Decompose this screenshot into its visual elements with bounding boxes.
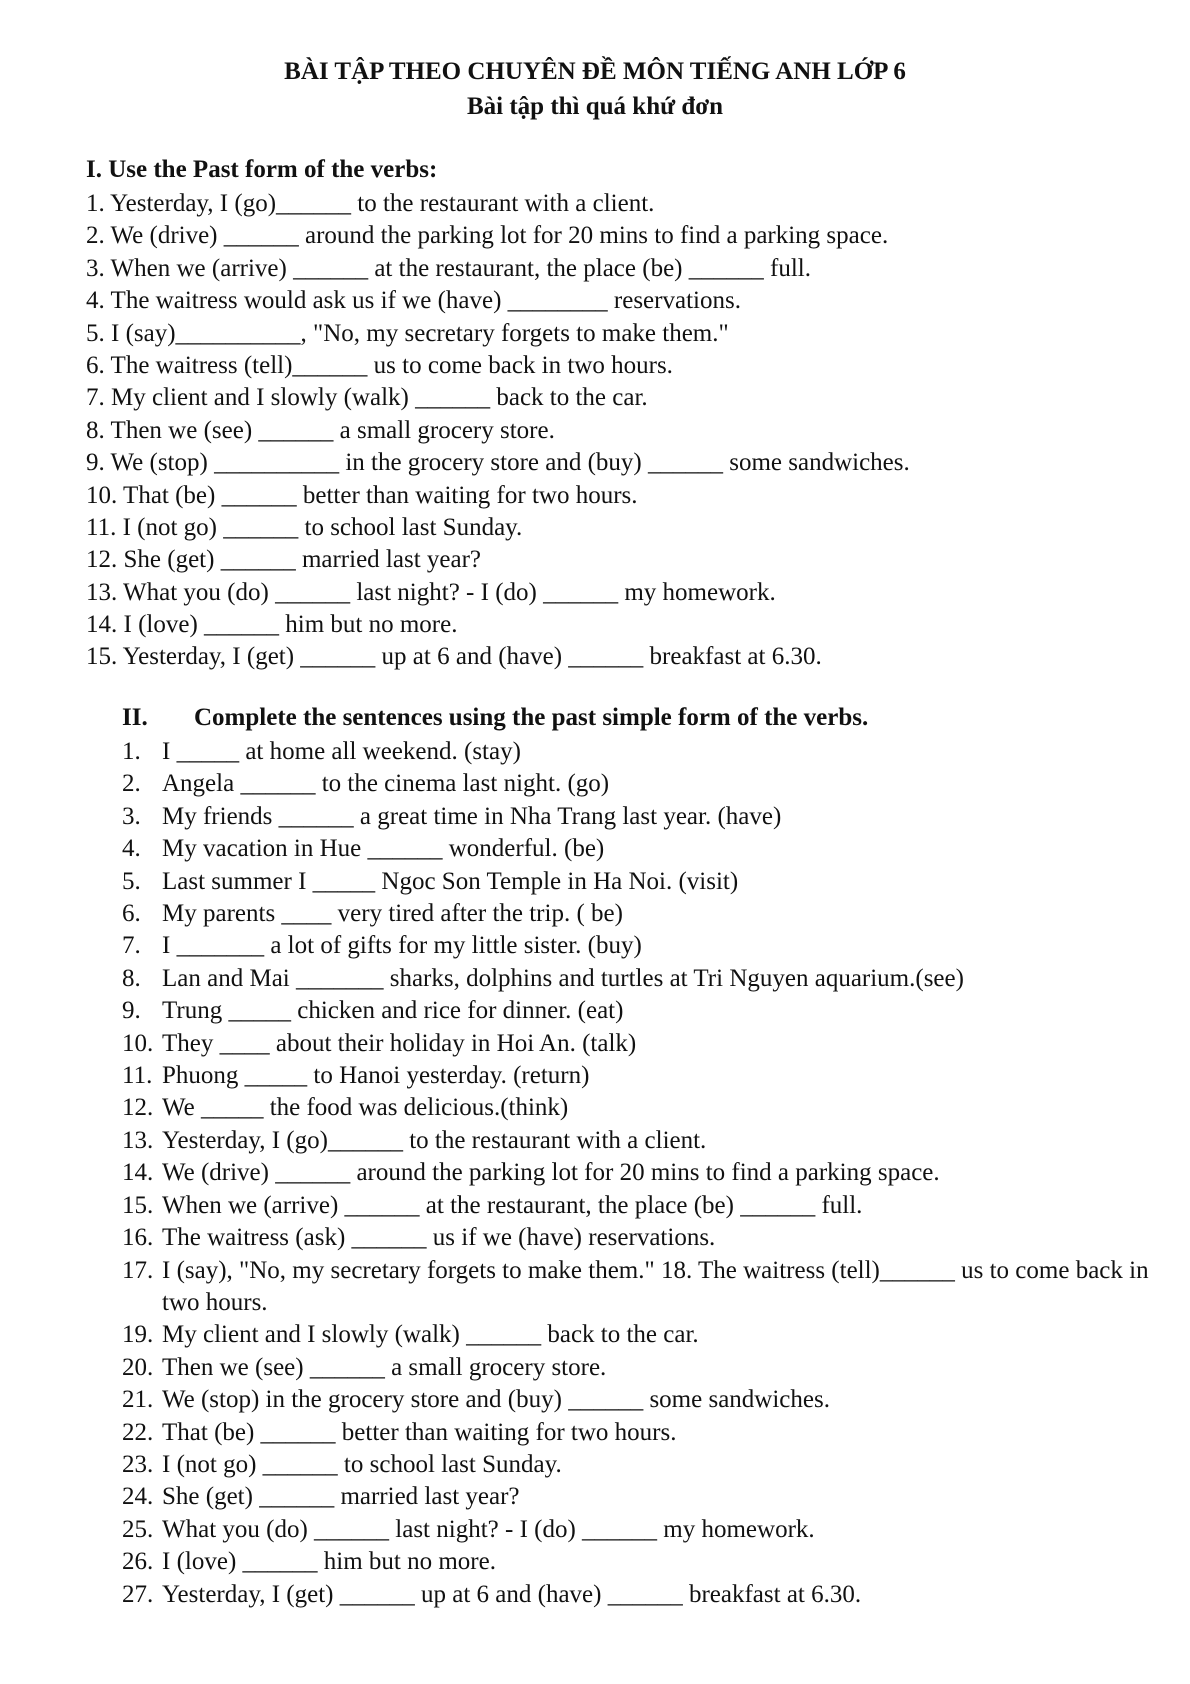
section-2-number: II. [122, 704, 148, 731]
exercise-item: 2. We (drive) ______ around the parking lot for 20 mins to find a parking space. [86, 222, 889, 250]
exercise-item [122, 1481, 1162, 1513]
exercise-item: 3. When we (arrive) ______ at the restaurant, the place (be) ______ full. [86, 254, 811, 282]
item-number: 14. [122, 1159, 154, 1187]
item-text: My vacation in Hue ______ wonderful. (be) [162, 835, 605, 863]
item-text: Yesterday, I (get) ______ up at 6 and (have) ______ breakfast at 6.30. [162, 1580, 862, 1608]
section-2-title: Complete the sentences using the past simple form of the verbs. [194, 704, 869, 731]
item-number: 11. [122, 1062, 153, 1090]
exercise-item [122, 1352, 1162, 1384]
exercise-item [122, 1060, 1162, 1092]
item-text: The waitress (ask) ______ us if we (have) reservations. [162, 1224, 716, 1252]
item-text: My client and I slowly (walk) ______ back to the car. [162, 1321, 699, 1349]
exercise-item: 9. We (stop) __________ in the grocery store and (buy) ______ some sandwiches. [86, 449, 910, 477]
exercise-item [122, 1384, 1162, 1416]
item-text: Trung _____ chicken and rice for dinner. (eat) [162, 997, 624, 1025]
item-text: I _____ at home all weekend. (stay) [162, 738, 521, 765]
exercise-item [122, 801, 1162, 833]
exercise-item: 15. Yesterday, I (get) ______ up at 6 and (have) ______ breakfast at 6.30. [86, 643, 822, 671]
item-number: 15. [122, 1191, 154, 1219]
exercise-item [122, 1579, 1162, 1611]
item-text: She (get) ______ married last year? [162, 1483, 520, 1511]
exercise-item [122, 866, 1162, 898]
exercise-item: 11. I (not go) ______ to school last Sunday. [86, 513, 523, 541]
item-text: Last summer I _____ Ngoc Son Temple in Ha Noi. (visit) [162, 867, 739, 895]
exercise-item [122, 1092, 1162, 1124]
exercise-item [122, 1125, 1162, 1157]
item-text: I _______ a lot of gifts for my little sister. (buy) [162, 932, 642, 960]
item-number: 25. [122, 1515, 154, 1543]
exercise-item: 12. She (get) ______ married last year? [86, 546, 482, 574]
exercise-item: 8. Then we (see) ______ a small grocery store. [86, 416, 555, 444]
exercise-item: 10. That (be) ______ better than waiting for two hours. [86, 481, 638, 509]
item-number: 2. [122, 770, 141, 798]
exercise-item [122, 995, 1162, 1027]
exercise-item [122, 768, 1162, 800]
exercise-item [122, 1222, 1162, 1254]
item-text: Then we (see) ______ a small grocery store. [162, 1353, 607, 1381]
item-number: 10. [122, 1029, 154, 1057]
item-number: 19. [122, 1321, 154, 1349]
exercise-item [122, 1028, 1162, 1060]
item-text: When we (arrive) ______ at the restaurant, the place (be) ______ full. [162, 1191, 863, 1219]
item-text: Yesterday, I (go)______ to the restaurant with a client. [162, 1126, 707, 1154]
item-text: They ____ about their holiday in Hoi An. (talk) [162, 1029, 637, 1057]
item-number: 13. [122, 1126, 154, 1154]
item-number: 12. [122, 1094, 154, 1122]
item-text: Phuong _____ to Hanoi yesterday. (return) [162, 1062, 590, 1090]
exercise-item [122, 898, 1162, 930]
item-text: We _____ the food was delicious.(think) [162, 1094, 569, 1122]
exercise-item: 13. What you (do) ______ last night? - I (do) ______ my homework. [86, 578, 776, 606]
exercise-item: 5. I (say)__________, "No, my secretary forgets to make them." [86, 319, 729, 347]
item-number: 5. [122, 867, 141, 895]
section-2-heading [122, 702, 868, 734]
exercise-item: 14. I (love) ______ him but no more. [86, 611, 458, 639]
exercise-item [122, 1546, 1162, 1578]
exercise-item [122, 1255, 1162, 1320]
item-number: 20. [122, 1353, 154, 1381]
item-text: We (drive) ______ around the parking lot for 20 mins to find a parking space. [162, 1159, 940, 1187]
item-text: I (love) ______ him but no more. [162, 1548, 496, 1576]
exercise-item [122, 1417, 1162, 1449]
item-number: 8. [122, 964, 141, 992]
section-2-exercise-list [122, 736, 1162, 1611]
exercise-item: 7. My client and I slowly (walk) ______ back to the car. [86, 384, 648, 412]
exercise-item [122, 1319, 1162, 1351]
item-text: My friends ______ a great time in Nha Trang last year. (have) [162, 802, 782, 830]
item-number: 22. [122, 1418, 154, 1446]
item-text: Angela ______ to the cinema last night. (go) [162, 770, 610, 798]
exercise-item [122, 736, 1162, 768]
section-1-heading: I. Use the Past form of the verbs: [86, 156, 438, 183]
item-text: My parents ____ very tired after the trip. ( be) [162, 900, 623, 928]
item-text: I (say), "No, my secretary forgets to make them." 18. The waitress (tell)______ us to come back in two hours. [162, 1256, 1149, 1316]
item-text: That (be) ______ better than waiting for two hours. [162, 1418, 677, 1446]
item-number: 21. [122, 1386, 154, 1414]
item-number: 6. [122, 900, 141, 928]
exercise-item [122, 1449, 1162, 1481]
item-text: I (not go) ______ to school last Sunday. [162, 1450, 562, 1478]
item-number: 1. [122, 738, 141, 765]
exercise-item [122, 1514, 1162, 1546]
item-text: What you (do) ______ last night? - I (do) ______ my homework. [162, 1515, 815, 1543]
exercise-item [122, 1157, 1162, 1189]
item-number: 16. [122, 1224, 154, 1252]
exercise-item: 6. The waitress (tell)______ us to come back in two hours. [86, 351, 673, 379]
exercise-item [122, 963, 1162, 995]
item-number: 4. [122, 835, 141, 863]
exercise-item: 4. The waitress would ask us if we (have) ________ reservations. [86, 287, 741, 315]
item-number: 27. [122, 1580, 154, 1608]
section-1-exercise-list [86, 188, 910, 674]
document-subtitle: Bài tập thì quá khứ đơn [466, 93, 724, 120]
exercise-item: 1. Yesterday, I (go)______ to the restaurant with a client. [86, 190, 655, 217]
item-number: 26. [122, 1548, 154, 1576]
exercise-item [122, 833, 1162, 865]
document-title: BÀI TẬP THEO CHUYÊN ĐỀ MÔN TIẾNG ANH LỚP 6 [284, 58, 906, 85]
item-text: Lan and Mai _______ sharks, dolphins and turtles at Tri Nguyen aquarium.(see) [162, 964, 964, 992]
item-number: 3. [122, 802, 141, 830]
item-number: 7. [122, 932, 141, 960]
exercise-item [122, 1190, 1162, 1222]
item-number: 23. [122, 1450, 154, 1478]
exercise-item [122, 930, 1162, 962]
item-number: 17. [122, 1256, 154, 1284]
item-number: 24. [122, 1483, 154, 1511]
item-number: 9. [122, 997, 141, 1025]
item-text: We (stop) in the grocery store and (buy) ______ some sandwiches. [162, 1386, 830, 1414]
